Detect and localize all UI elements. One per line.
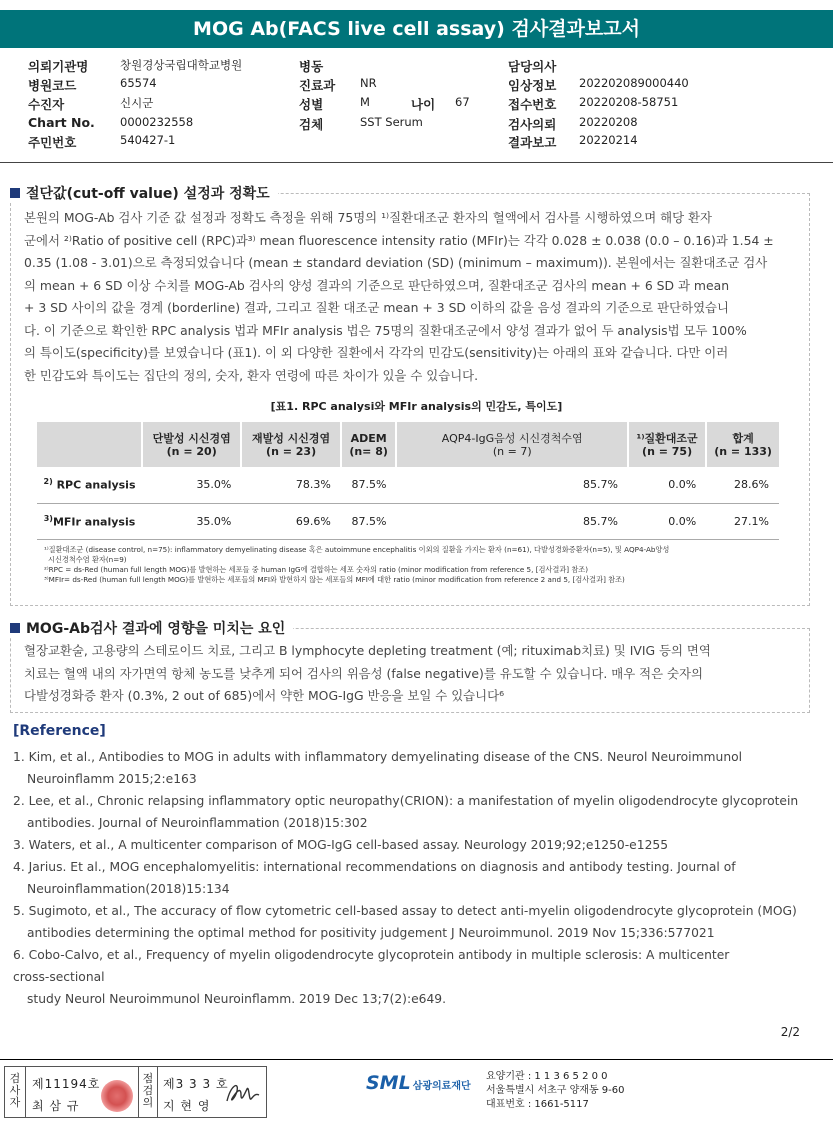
table-cell: 35.0% bbox=[142, 467, 241, 503]
receipt-value: 20220208-58751 bbox=[579, 95, 679, 109]
para-line: 한 민감도와 특이도는 집단의 정의, 숫자, 환자 연령에 따른 차이가 있을 수 있습니다. bbox=[24, 367, 479, 383]
resident-no-value: 540427-1 bbox=[120, 133, 176, 147]
table-cell: 28.6% bbox=[706, 467, 779, 503]
receiver-value: 신시군 bbox=[120, 96, 154, 110]
table-header-cell bbox=[37, 422, 142, 467]
reference-item-cont: antibodies determining the optimal method for positivity judgement J Neuroimmunol. 2019 Nov 15;336:577021 bbox=[27, 926, 715, 940]
receiver-label: 수진자 bbox=[28, 97, 65, 112]
institution-label: 의뢰기관명 bbox=[28, 59, 89, 74]
table-cell: 87.5% bbox=[341, 503, 397, 539]
reference-item-cont: study Neurol Neuroimmunol Neuroinflamm. 2019 Dec 13;7(2):e649. bbox=[27, 992, 447, 1006]
reviewer-label: 점검의 bbox=[142, 1072, 154, 1109]
request-label: 검사의뢰 bbox=[508, 117, 557, 132]
reference-item: 2. Lee, et al., Chronic relapsing inflammatory optic neuropathy(CRION): a manifestation of myelin oligodendrocyte glycoprotein bbox=[13, 794, 799, 808]
reviewer-name: 지 현 영 bbox=[163, 1099, 211, 1113]
para-line: 혈장교환술, 고용량의 스테로이드 치료, 그리고 B lymphocyte depleting treatment (예; rituximab치료) 및 IVIG 등의 면역 bbox=[24, 643, 711, 658]
institution-code: 요양기관 : 1 1 3 6 5 2 0 0 bbox=[486, 1071, 608, 1082]
report-value: 20220214 bbox=[579, 133, 638, 147]
institution-value: 창원경상국립대학교병원 bbox=[120, 58, 243, 72]
stamp-seal-icon bbox=[101, 1080, 133, 1112]
receipt-label: 접수번호 bbox=[508, 97, 557, 112]
hospital-code-label: 병원코드 bbox=[28, 78, 77, 93]
reference-item-cont: antibodies. Journal of Neuroinflammation (2018)15:302 bbox=[27, 816, 368, 830]
para-line: 군에서 ²⁾Ratio of positive cell (RPC)과³⁾ mean fluorescence intensity ratio (MFIr)는 각각 0.028 ± 0.038 (0.0 – 0.16)과 1.54 ± bbox=[24, 232, 774, 248]
sml-logo bbox=[366, 1072, 471, 1094]
patient-info-block bbox=[28, 57, 818, 152]
doctor-label: 담당의사 bbox=[508, 59, 557, 74]
table-header-row bbox=[37, 422, 779, 467]
factors-section-title bbox=[10, 618, 293, 638]
clinical-value: 202202089000440 bbox=[579, 76, 689, 90]
para-line: 치료는 혈액 내의 자가면역 항체 농도를 낮추게 되어 검사의 위음성 (false negative)를 유도할 수 있습니다. 매우 적은 숫자의 bbox=[24, 665, 703, 681]
sex-value: M bbox=[360, 95, 370, 109]
cutoff-section-body bbox=[24, 207, 802, 387]
clinical-label: 임상정보 bbox=[508, 78, 557, 93]
row-label: $^{3)}$MFIr analysis bbox=[37, 503, 142, 539]
dept-label: 진료과 bbox=[299, 78, 336, 93]
specimen-label: 검체 bbox=[299, 117, 324, 132]
table-row bbox=[37, 503, 779, 539]
reference-item: 4. Jarius. Et al., MOG encephalomyelitis: international recommendations on diagnosis and antibody testing. Journal of bbox=[13, 860, 736, 874]
dept-value: NR bbox=[360, 76, 377, 90]
footnote-line: 시신경척수염 환자(n=9) bbox=[48, 555, 127, 564]
inspector-label: 검사자 bbox=[9, 1072, 21, 1109]
reference-list bbox=[13, 746, 813, 1010]
para-line: 의 특이도(specificity)를 보였습니다 (표1). 이 외 다양한 질환에서 각각의 민감도(sensitivity)는 아래의 표와 같습니다. 다만 이러 bbox=[24, 345, 729, 360]
resident-no-label: 주민번호 bbox=[28, 135, 77, 150]
table-footnotes bbox=[44, 545, 804, 585]
signature-box bbox=[4, 1066, 267, 1118]
hospital-code-value: 65574 bbox=[120, 76, 157, 90]
sensitivity-table bbox=[37, 422, 779, 540]
section-marker-icon bbox=[10, 188, 20, 198]
ward-label: 병동 bbox=[299, 59, 324, 74]
table-header-cell: ADEM (n= 8) bbox=[341, 422, 397, 467]
sml-logo-text: SML bbox=[366, 1072, 411, 1094]
para-line: 0.35 (1.08 - 3.01)으로 측정되었습니다 (mean ± standard deviation (SD) (minimum – maximum)). 본원에서는 질환대조군 검사 bbox=[24, 255, 768, 270]
table-cell: 35.0% bbox=[142, 503, 241, 539]
reference-item: 1. Kim, et al., Antibodies to MOG in adults with inflammatory demyelinating disease of the CNS. Neurol Neuroimmunol bbox=[13, 750, 743, 764]
reference-item: 6. Cobo-Calvo, et al., Frequency of myelin oligodendrocyte glycoprotein antibody in multiple sclerosis: A multicenter bbox=[13, 948, 730, 962]
table-header-cell: ¹⁾질환대조군 (n = 75) bbox=[628, 422, 706, 467]
footnote-line: ³⁾MFIr= ds-Red (human full length MOG)를 발현하는 세포들의 MFI와 발현하지 않는 세포들의 MFI에 대한 ratio (minor modification from reference 2 and 5, [검사결과] 참조) bbox=[44, 575, 625, 584]
table-cell: 27.1% bbox=[706, 503, 779, 539]
reference-item-cont: cross-sectional bbox=[13, 970, 105, 984]
specimen-value: SST Serum bbox=[360, 115, 423, 129]
foundation-name: 삼광의료재단 bbox=[412, 1081, 471, 1092]
table-cell: 0.0% bbox=[628, 503, 706, 539]
sex-label: 성별 bbox=[299, 97, 324, 112]
para-line: 다. 이 기준으로 확인한 RPC analysis 법과 MFIr analysis 법은 75명의 질환대조군에서 양성 결과가 없어 두 analysis법 모두 100% bbox=[24, 322, 747, 338]
phone-number: 대표번호 : 1661-5117 bbox=[486, 1099, 589, 1110]
table-cell: 87.5% bbox=[341, 467, 397, 503]
cutoff-section-title bbox=[10, 183, 278, 203]
address: 서울특별시 서초구 양재동 9-60 bbox=[486, 1085, 625, 1096]
factors-section-title-text: MOG-Ab검사 결과에 영향을 미치는 요인 bbox=[26, 621, 286, 637]
footnote-line: ²⁾RPC = ds-Red (human full length MOG)를 발현하는 세포들 중 human IgG에 결합하는 세포 숫자의 ratio (minor modification from reference 5, [검사결과] 참조) bbox=[44, 565, 589, 574]
signature-icon bbox=[223, 1079, 263, 1109]
report-label: 결과보고 bbox=[508, 135, 557, 150]
inspector-name: 최 삼 규 bbox=[32, 1099, 80, 1113]
table-cell: 0.0% bbox=[628, 467, 706, 503]
table-cell: 78.3% bbox=[241, 467, 340, 503]
reference-item: 3. Waters, et al., A multicenter comparison of MOG-IgG cell-based assay. Neurology 2019;92;e1250-e1255 bbox=[13, 838, 669, 852]
table-header-cell: 재발성 시신경염 (n = 23) bbox=[241, 422, 340, 467]
page-number: 2/2 bbox=[780, 1025, 800, 1039]
footnote-line: ¹⁾질환대조군 (disease control, n=75): inflammatory demyelinating disease 혹은 autoimmune encephalitis 이외의 질환을 가지는 환자 (n=61), 다발성경화증환자(n=5), 및 AQP4-Ab양성 bbox=[44, 545, 670, 554]
inspector-license-no: 제11194호 bbox=[32, 1077, 101, 1091]
table-header-cell: 합계 (n = 133) bbox=[706, 422, 779, 467]
institution-contact bbox=[486, 1070, 625, 1112]
chart-no-label: Chart No. bbox=[28, 115, 95, 130]
para-line: 다발성경화증 환자 (0.3%, 2 out of 685)에서 약한 MOG-IgG 반응을 보일 수 있습니다⁶ bbox=[24, 688, 505, 703]
para-line: + 3 SD 사이의 값을 경계 (borderline) 결과, 그리고 질환 대조군 mean + 3 SD 이하의 값을 음성 결과의 기준으로 판단하였습니 bbox=[24, 300, 729, 315]
header-divider bbox=[0, 162, 833, 163]
table-cell: 85.7% bbox=[396, 503, 628, 539]
table-cell: 69.6% bbox=[241, 503, 340, 539]
table-row bbox=[37, 467, 779, 503]
reference-title: [Reference] bbox=[13, 723, 106, 739]
age-value: 67 bbox=[455, 95, 470, 109]
para-line: 본원의 MOG-Ab 검사 기준 값 설정과 정확도 측정을 위해 75명의 ¹⁾질환대조군 환자의 혈액에서 검사를 시행하였으며 해당 환자 bbox=[24, 210, 712, 225]
para-line: 의 mean + 6 SD 이상 수치를 MOG-Ab 검사의 양성 결과의 기준으로 판단하였으며, 질환대조군 검사의 mean + 6 SD 과 mean bbox=[24, 277, 730, 293]
section-marker-icon bbox=[10, 623, 20, 633]
reference-item: 5. Sugimoto, et al., The accuracy of flow cytometric cell-based assay to detect anti-myelin oligodendrocyte glycoprotein (MOG) bbox=[13, 904, 797, 918]
row-label: $^{2)}$ RPC analysis bbox=[37, 467, 142, 503]
table-header-cell: 단발성 시신경염 (n = 20) bbox=[142, 422, 241, 467]
chart-no-value: 0000232558 bbox=[120, 115, 194, 129]
age-label: 나이 bbox=[411, 97, 436, 112]
table-cell: 85.7% bbox=[396, 467, 628, 503]
cutoff-section-title-text: 절단값(cut-off value) 설정과 정확도 bbox=[26, 186, 270, 202]
reference-item-cont: Neuroinflamm 2015;2:e163 bbox=[27, 772, 197, 786]
table-header-cell: AQP4-IgG음성 시신경척수염 (n = 7) bbox=[396, 422, 628, 467]
table-caption: [표1. RPC analysi와 MFIr analysis의 민감도, 특이도] bbox=[270, 400, 563, 413]
reviewer-license-no: 제3 3 3 호 bbox=[163, 1077, 229, 1091]
request-value: 20220208 bbox=[579, 115, 638, 129]
footer bbox=[0, 1059, 833, 1127]
factors-section-body bbox=[24, 640, 802, 708]
reference-item-cont: Neuroinflammation(2018)15:134 bbox=[27, 882, 230, 896]
report-title: MOG Ab(FACS live cell assay) 검사결과보고서 bbox=[0, 10, 833, 48]
